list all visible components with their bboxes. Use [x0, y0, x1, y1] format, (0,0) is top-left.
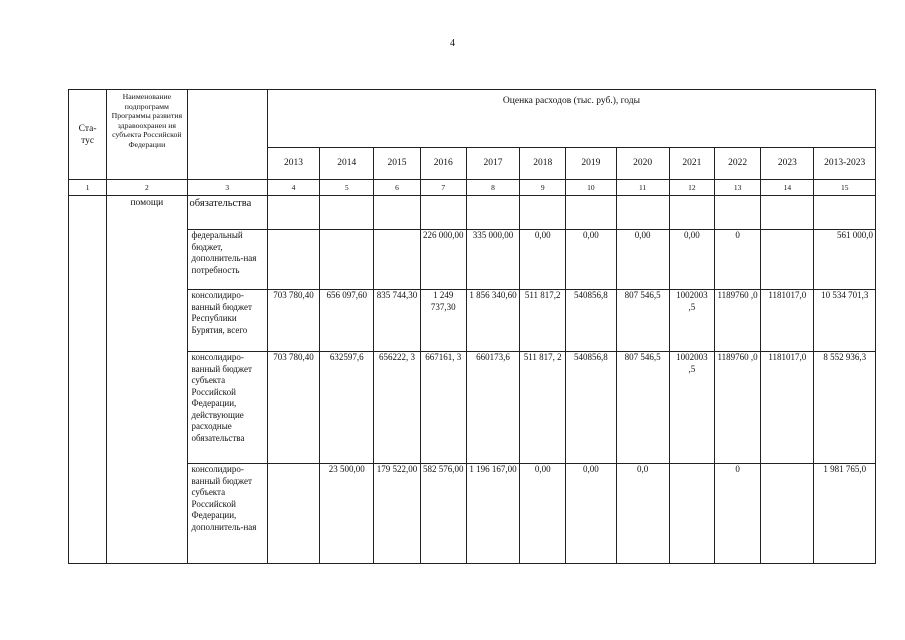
value-cell [814, 196, 876, 230]
value-cell [761, 464, 814, 564]
value-cell [566, 196, 616, 230]
value-cell: 1181017,0 [761, 352, 814, 464]
value-cell: 703 780,40 [267, 352, 319, 464]
col-number: 12 [669, 180, 714, 196]
value-cell: 0,00 [520, 464, 566, 564]
col-number: 13 [715, 180, 761, 196]
value-cell: 0,00 [669, 230, 714, 290]
budget-table [68, 89, 876, 564]
value-cell: 511 817, 2 [520, 352, 566, 464]
value-cell: 1 249 737,30 [420, 290, 466, 352]
subprogram-name: помощи [107, 196, 187, 564]
value-cell: 226 000,00 [420, 230, 466, 290]
value-cell: 1 856 340,60 [466, 290, 519, 352]
year-2017: 2017 [466, 148, 519, 180]
value-cell: 656222, 3 [374, 352, 420, 464]
value-cell [669, 196, 714, 230]
funding-source: консолидиро-ванный бюджет Республики Бурятия, всего [187, 290, 267, 352]
value-cell: 656 097,60 [320, 290, 374, 352]
col-number: 4 [267, 180, 319, 196]
value-cell [267, 464, 319, 564]
value-cell: 179 522,00 [374, 464, 420, 564]
value-cell: 835 744,30 [374, 290, 420, 352]
value-cell: 0,0 [616, 464, 669, 564]
header-status: Ста- тус [69, 90, 107, 180]
value-cell: 0,00 [566, 230, 616, 290]
value-cell: 23 500,00 [320, 464, 374, 564]
year-2022: 2022 [715, 148, 761, 180]
value-cell: 667161, 3 [420, 352, 466, 464]
value-cell: 703 780,40 [267, 290, 319, 352]
funding-source: консолидиро-ванный бюджет субъекта Российской Федерации, дополнитель-ная [187, 464, 267, 564]
col-number: 3 [187, 180, 267, 196]
year-2018: 2018 [520, 148, 566, 180]
header-source [187, 90, 267, 180]
value-cell [616, 196, 669, 230]
value-cell: 582 576,00 [420, 464, 466, 564]
value-cell: 1 196 167,00 [466, 464, 519, 564]
value-cell [374, 196, 420, 230]
value-cell [267, 196, 319, 230]
funding-source: консолидиро-ванный бюджет субъекта Российской Федерации, действующие расходные обязательства [187, 352, 267, 464]
value-cell [320, 196, 374, 230]
col-number: 8 [466, 180, 519, 196]
value-cell [420, 196, 466, 230]
value-cell [669, 464, 714, 564]
value-cell-total: 8 552 936,3 [814, 352, 876, 464]
col-number: 15 [814, 180, 876, 196]
value-cell: 1002003 ,5 [669, 290, 714, 352]
value-cell: 1189760 ,0 [715, 290, 761, 352]
year-total: 2013-2023 [814, 148, 876, 180]
value-cell [466, 196, 519, 230]
col-number: 2 [107, 180, 187, 196]
year-2019: 2019 [566, 148, 616, 180]
year-2020: 2020 [616, 148, 669, 180]
value-cell: 0,00 [566, 464, 616, 564]
col-number: 10 [566, 180, 616, 196]
value-cell [374, 230, 420, 290]
funding-source: обязательства [187, 196, 267, 230]
header-subprogram-name: Наименование подпрограмм Программы развития здравоохранен ия субъекта Российской Федерации [107, 90, 187, 180]
value-cell: 807 546,5 [616, 352, 669, 464]
year-2014: 2014 [320, 148, 374, 180]
value-cell [267, 230, 319, 290]
year-2021: 2021 [669, 148, 714, 180]
value-cell: 660173,6 [466, 352, 519, 464]
col-number: 14 [761, 180, 814, 196]
year-2015: 2015 [374, 148, 420, 180]
value-cell-total: 1 981 765,0 [814, 464, 876, 564]
col-number: 7 [420, 180, 466, 196]
value-cell [761, 230, 814, 290]
col-number: 6 [374, 180, 420, 196]
value-cell: 1181017,0 [761, 290, 814, 352]
value-cell: 335 000,00 [466, 230, 519, 290]
value-cell: 0,00 [616, 230, 669, 290]
value-cell: 0 [715, 464, 761, 564]
value-cell: 540856,8 [566, 352, 616, 464]
value-cell [320, 230, 374, 290]
value-cell-total: 561 000,0 [814, 230, 876, 290]
status-cell [69, 196, 107, 564]
value-cell [715, 196, 761, 230]
year-2013: 2013 [267, 148, 319, 180]
col-number: 9 [520, 180, 566, 196]
col-number: 5 [320, 180, 374, 196]
funding-source: федеральный бюджет, дополнитель-ная потребность [187, 230, 267, 290]
value-cell: 0 [715, 230, 761, 290]
value-cell [520, 196, 566, 230]
page-number: 4 [450, 38, 455, 49]
value-cell [761, 196, 814, 230]
col-number: 1 [69, 180, 107, 196]
header-cost-estimate: Оценка расходов (тыс. руб.), годы [267, 90, 875, 148]
value-cell: 1002003 ,5 [669, 352, 714, 464]
col-number: 11 [616, 180, 669, 196]
value-cell: 632597,6 [320, 352, 374, 464]
value-cell: 0,00 [520, 230, 566, 290]
value-cell-total: 10 534 701,3 [814, 290, 876, 352]
value-cell: 807 546,5 [616, 290, 669, 352]
year-2023: 2023 [761, 148, 814, 180]
value-cell: 540856,8 [566, 290, 616, 352]
value-cell: 511 817,2 [520, 290, 566, 352]
value-cell: 1189760 ,0 [715, 352, 761, 464]
year-2016: 2016 [420, 148, 466, 180]
